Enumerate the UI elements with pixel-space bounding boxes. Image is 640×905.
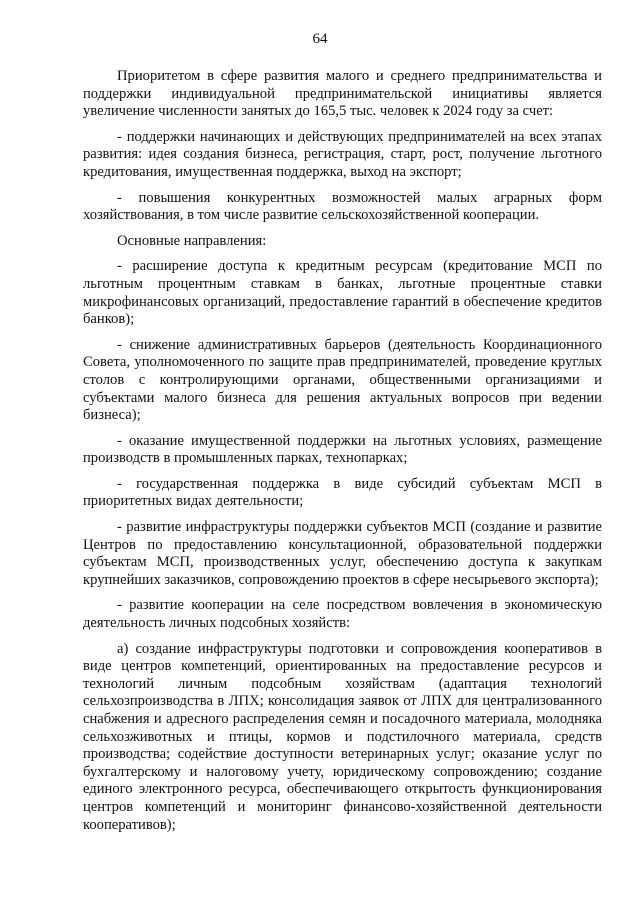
paragraph-admin-barriers: - снижение административных барьеров (деятельность Координационного Совета, уполномоченного по защите прав предпринимателей, проведение круглых столов с контролирующими органами, общественными организациями и субъектами малого бизнеса для решения актуальных вопросов при ведении бизнеса); bbox=[83, 336, 602, 424]
paragraph-state-subsidies: - государственная поддержка в виде субсидий субъектам МСП в приоритетных видах деятельности; bbox=[83, 475, 602, 510]
paragraph-infrastructure: - развитие инфраструктуры поддержки субъектов МСП (создание и развитие Центров по предоставлению консультационной, образовательной поддержки субъектам МСП, производственных услуг, обеспечению доступа к закупкам крупнейших заказчиков, сопровождению проектов в сфере несырьевого экспорта); bbox=[83, 519, 602, 588]
document-body bbox=[83, 68, 602, 842]
paragraph-priority: Приоритетом в сфере развития малого и среднего предпринимательства и поддержки индивидуальной предпринимательской инициативы является увеличение численности занятых до 165,5 тыс. человек к 2024 году за счет: bbox=[83, 68, 602, 120]
paragraph-competence-centers: а) создание инфраструктуры подготовки и сопровождения кооперативов в виде центров компетенций, ориентированных на предоставление ресурсов и технологий личным подсобным хозяйствам (адаптация технологий сельхозпроизводства в ЛПХ; консолидация заявок от ЛПХ для централизованного снабжения и адресного распределения семян и посадочного материала, молодняка сельхозживотных и птицы, кормов и подстилочного материала, средств производства; содействие доступности ветеринарных услуг; оказание услуг по бухгалтерскому и налоговому учету, юридическому сопровождению; создание единого электронного ресурса, обеспечивающего открытость функционирования центров компетенций и мониторинг финансово-хозяйственной деятельности кооперативов); bbox=[83, 640, 602, 833]
paragraph-support-entrepreneurs: - поддержки начинающих и действующих предпринимателей на всех этапах развития: идея создания бизнеса, регистрация, старт, рост, получение льготного кредитования, имущественная поддержка, выход на экспорт; bbox=[83, 128, 602, 180]
paragraph-property-support: - оказание имущественной поддержки на льготных условиях, размещение производств в промышленных парках, технопарках; bbox=[83, 432, 602, 467]
paragraph-rural-cooperation: - развитие кооперации на селе посредством вовлечения в экономическую деятельность личных подсобных хозяйств: bbox=[83, 597, 602, 632]
paragraph-credit-access: - расширение доступа к кредитным ресурсам (кредитование МСП по льготным процентным ставкам в банках, льготные процентные ставки микрофинансовых организаций, предоставление гарантий в обеспечение кредитов банков); bbox=[83, 258, 602, 328]
paragraph-agrarian-competitiveness: - повышения конкурентных возможностей малых аграрных форм хозяйствования, в том числе развитие сельскохозяйственной кооперации. bbox=[83, 189, 602, 224]
page-number: 64 bbox=[312, 31, 328, 47]
paragraph-main-directions: Основные направления: bbox=[117, 232, 267, 249]
